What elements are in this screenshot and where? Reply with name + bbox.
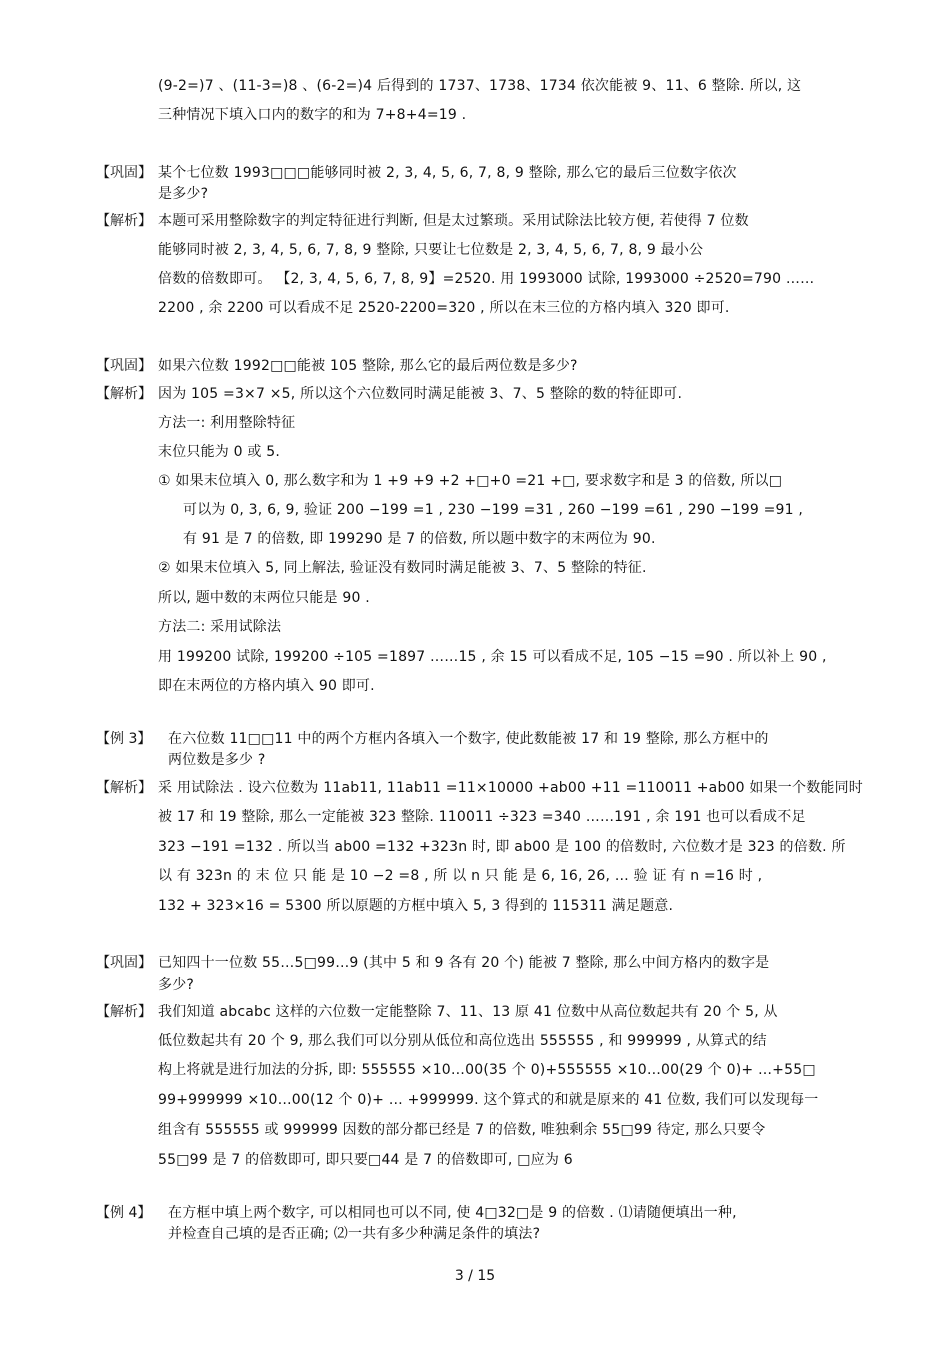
answer-line: 即在末两位的方格内填入 90 即可. [158, 678, 375, 694]
answer-line: 132 + 323×16 = 5300 所以原题的方框中填入 5, 3 得到的 115311 满足题意. [158, 898, 674, 914]
text-line: (9-2=)7 、(11-3=)8 、(6-2=)4 后得到的 1737、1738、1734 依次能被 9、11、6 整除. 所以, 这 [158, 78, 802, 94]
answer-line: 方法一: 利用整除特征 [158, 415, 296, 431]
page-number: 3 / 15 [454, 1268, 496, 1284]
question-line: 在六位数 11□□11 中的两个方框内各填入一个数字, 使此数能被 17 和 19 整除, 那么方框中的 [168, 731, 769, 747]
answer-line: 所以, 题中数的末两位只能是 90 . [158, 590, 370, 606]
question-line: 某个七位数 1993□□□能够同时被 2, 3, 4, 5, 6, 7, 8, 9 整除, 那么它的最后三位数字依次 [158, 165, 737, 181]
answer-line: ① 如果末位填入 0, 那么数字和为 1 +9 +9 +2 +□+0 =21 +□, 要求数字和是 3 的倍数, 所以□ [158, 473, 783, 489]
answer-line: 用 199200 试除, 199200 ÷105 =1897 ……15 , 余 15 可以看成不足, 105 −15 =90 . 所以补上 90 , [158, 649, 827, 665]
section-tag-jiexi: 【解析】 [96, 213, 152, 229]
answer-line: ② 如果末位填入 5, 同上解法, 验证没有数同时满足能被 3、7、5 整除的特征. [158, 560, 647, 576]
question-line: 多少? [158, 977, 195, 993]
answer-line: 采 用试除法 . 设六位数为 11ab11, 11ab11 =11×10000 +ab00 +11 =110011 +ab00 如果一个数能同时 [158, 780, 863, 796]
answer-line: 被 17 和 19 整除, 那么一定能被 323 整除. 110011 ÷323 =340 ……191 , 余 191 也可以看成不足 [158, 809, 806, 825]
answer-line: 99+999999 ×10…00(12 个 0)+ … +999999. 这个算式的和就是原来的 41 位数, 我们可以发现每一 [158, 1092, 819, 1108]
answer-line: 我们知道 abcabc 这样的六位数一定能整除 7、11、13 原 41 位数中从高位数起共有 20 个 5, 从 [158, 1004, 778, 1020]
answer-line: 倍数的倍数即可。 【2, 3, 4, 5, 6, 7, 8, 9】=2520. 用 1993000 试除, 1993000 ÷2520=790 …… [158, 271, 815, 287]
text-line: 三种情况下填入口内的数字的和为 7+8+4=19 . [158, 107, 467, 123]
question-line: 已知四十一位数 55…5□99…9 (其中 5 和 9 各有 20 个) 能被 7 整除, 那么中间方格内的数字是 [158, 955, 770, 971]
answer-line: 能够同时被 2, 3, 4, 5, 6, 7, 8, 9 整除, 只要让七位数是 2, 3, 4, 5, 6, 7, 8, 9 最小公 [158, 242, 704, 258]
question-line: 在方框中填上两个数字, 可以相同也可以不同, 使 4□32□是 9 的倍数 . ⑴请随便填出一种, [168, 1205, 737, 1221]
section-tag-jiexi: 【解析】 [96, 780, 152, 796]
answer-line: 2200 , 余 2200 可以看成不足 2520-2200=320 , 所以在末三位的方格内填入 320 即可. [158, 300, 730, 316]
answer-line: 55□99 是 7 的倍数即可, 即只要□44 是 7 的倍数即可, □应为 6 [158, 1152, 573, 1168]
section-tag-gonggu: 【巩固】 [96, 165, 152, 181]
answer-line: 因为 105 =3×7 ×5, 所以这个六位数同时满足能被 3、7、5 整除的数的特征即可. [158, 386, 683, 402]
section-tag-jiexi: 【解析】 [96, 386, 152, 402]
answer-line: 组含有 555555 或 999999 因数的部分都已经是 7 的倍数, 唯独剩余 55□99 待定, 那么只要令 [158, 1122, 766, 1138]
answer-line: 末位只能为 0 或 5. [158, 444, 281, 460]
answer-line: 有 91 是 7 的倍数, 即 199290 是 7 的倍数, 所以题中数字的末两位为 90. [183, 531, 656, 547]
section-tag-example: 【例 3】 [96, 731, 152, 747]
section-tag-jiexi: 【解析】 [96, 1004, 152, 1020]
question-line: 如果六位数 1992□□能被 105 整除, 那么它的最后两位数是多少? [158, 358, 578, 374]
question-line: 是多少? [158, 186, 209, 202]
answer-line: 本题可采用整除数字的判定特征进行判断, 但是太过繁琐。采用试除法比较方便, 若使得 7 位数 [158, 213, 749, 229]
answer-line: 以 有 323n 的 末 位 只 能 是 10 −2 =8 , 所 以 n 只 能 是 6, 16, 26, … 验 证 有 n =16 时 , [158, 868, 763, 884]
answer-line: 构上将就是进行加法的分拆, 即: 555555 ×10…00(35 个 0)+555555 ×10…00(29 个 0)+ …+55□ [158, 1062, 816, 1078]
answer-line: 低位数起共有 20 个 9, 那么我们可以分别从低位和高位选出 555555 , 和 999999 , 从算式的结 [158, 1033, 767, 1049]
question-line: 并检查自己填的是否正确; ⑵一共有多少种满足条件的填法? [168, 1226, 541, 1242]
answer-line: 323 −191 =132 . 所以当 ab00 =132 +323n 时, 即 ab00 是 100 的倍数时, 六位数才是 323 的倍数. 所 [158, 839, 846, 855]
question-line: 两位数是多少 ? [168, 752, 266, 768]
section-tag-example: 【例 4】 [96, 1205, 152, 1221]
answer-line: 可以为 0, 3, 6, 9, 验证 200 −199 =1 , 230 −199 =31 , 260 −199 =61 , 290 −199 =91 , [183, 502, 804, 518]
answer-line: 方法二: 采用试除法 [158, 619, 282, 635]
section-tag-gonggu: 【巩固】 [96, 955, 152, 971]
section-tag-gonggu: 【巩固】 [96, 358, 152, 374]
